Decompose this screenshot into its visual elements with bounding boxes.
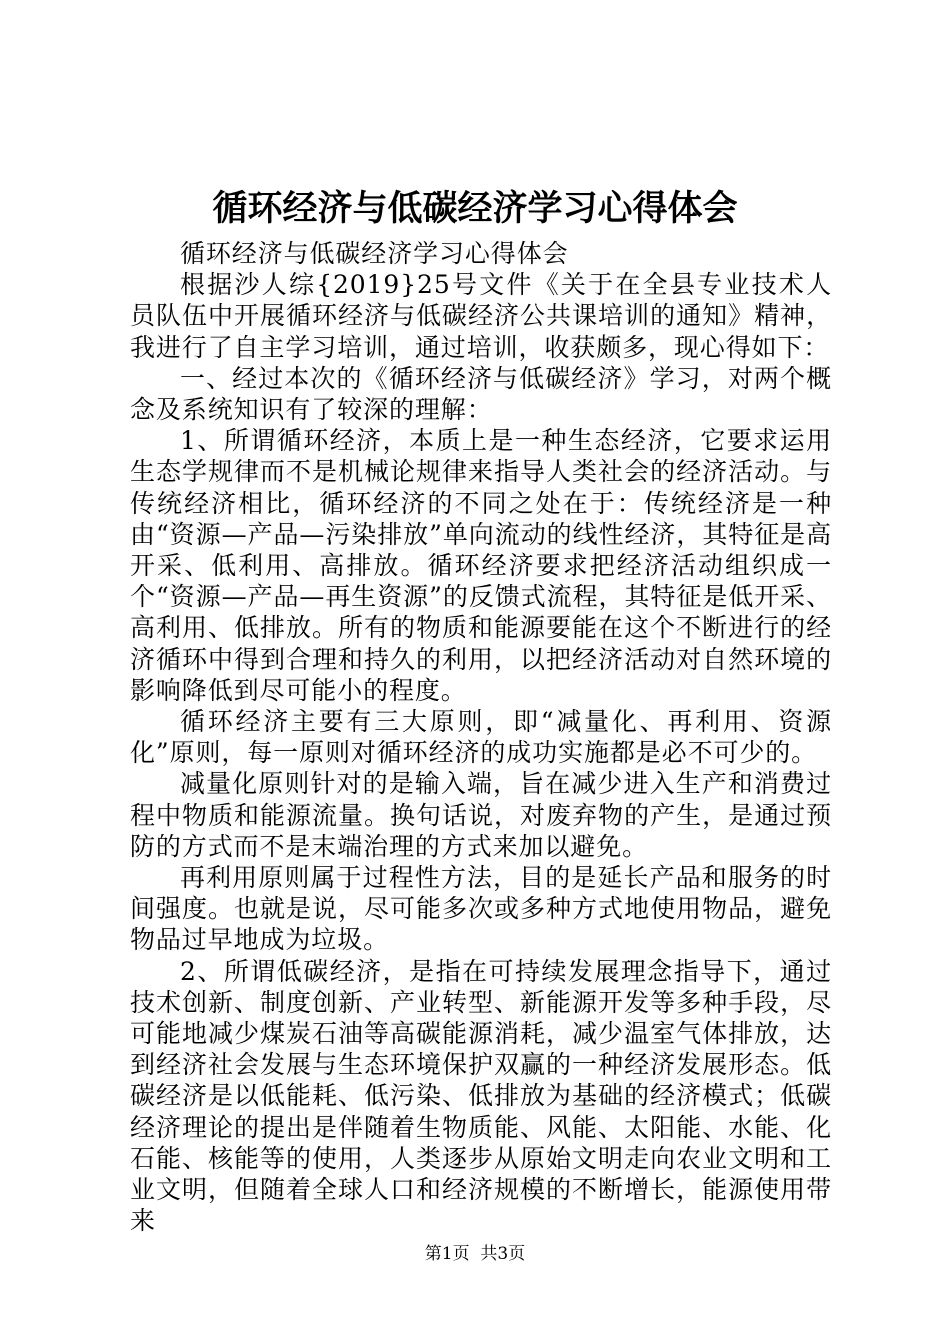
page-total: 共3页 — [480, 1244, 526, 1264]
paragraph-reuse-principle: 再利用原则属于过程性方法，目的是延长产品和服务的时间强度。也就是说，尽可能多次或多种方式地使用物品，避免物品过早地成为垃圾。 — [130, 863, 832, 955]
page-number: 第1页 — [424, 1244, 470, 1264]
page-footer — [0, 1242, 950, 1266]
paragraph-section-one: 一、经过本次的《循环经济与低碳经济》学习，对两个概念及系统知识有了较深的理解： — [130, 363, 832, 425]
paragraph-intro: 根据沙人综{2019}25号文件《关于在全县专业技术人员队伍中开展循环经济与低碳经济公共课培训的通知》精神，我进行了自主学习培训，通过培训，收获颇多，现心得如下： — [130, 270, 832, 362]
document-title: 循环经济与低碳经济学习心得体会 — [212, 188, 738, 229]
document-body — [130, 238, 832, 1237]
paragraph-reduce-principle: 减量化原则针对的是输入端，旨在减少进入生产和消费过程中物质和能源流量。换句话说，对废弃物的产生，是通过预防的方式而不是末端治理的方式来加以避免。 — [130, 769, 832, 861]
paragraph-subtitle: 循环经济与低碳经济学习心得体会 — [180, 239, 569, 268]
paragraph-circular-economy: 1、所谓循环经济，本质上是一种生态经济，它要求运用生态学规律而不是机械论规律来指导人类社会的经济活动。与传统经济相比，循环经济的不同之处在于：传统经济是一种由“资源—产品—污染排放”单向流动的线性经济，其特征是高开采、低利用、高排放。循环经济要求把经济活动组织成一个“资源—产品—再生资源”的反馈式流程，其特征是低开采、高利用、低排放。所有的物质和能源要能在这个不断进行的经济循环中得到合理和持久的利用，以把经济活动对自然环境的影响降低到尽可能小的程度。 — [130, 426, 832, 705]
paragraph-low-carbon-economy: 2、所谓低碳经济，是指在可持续发展理念指导下，通过技术创新、制度创新、产业转型、新能源开发等多种手段，尽可能地减少煤炭石油等高碳能源消耗，减少温室气体排放，达到经济社会发展与生态环境保护双赢的一种经济发展形态。低碳经济是以低能耗、低污染、低排放为基础的经济模式；低碳经济理论的提出是伴随着生物质能、风能、太阳能、水能、化石能、核能等的使用，人类逐步从原始文明走向农业文明和工业文明，但随着全球人口和经济规模的不断增长，能源使用带来 — [130, 956, 832, 1236]
paragraph-three-principles: 循环经济主要有三大原则，即“减量化、再利用、资源化”原则，每一原则对循环经济的成功实施都是必不可少的。 — [130, 707, 832, 768]
